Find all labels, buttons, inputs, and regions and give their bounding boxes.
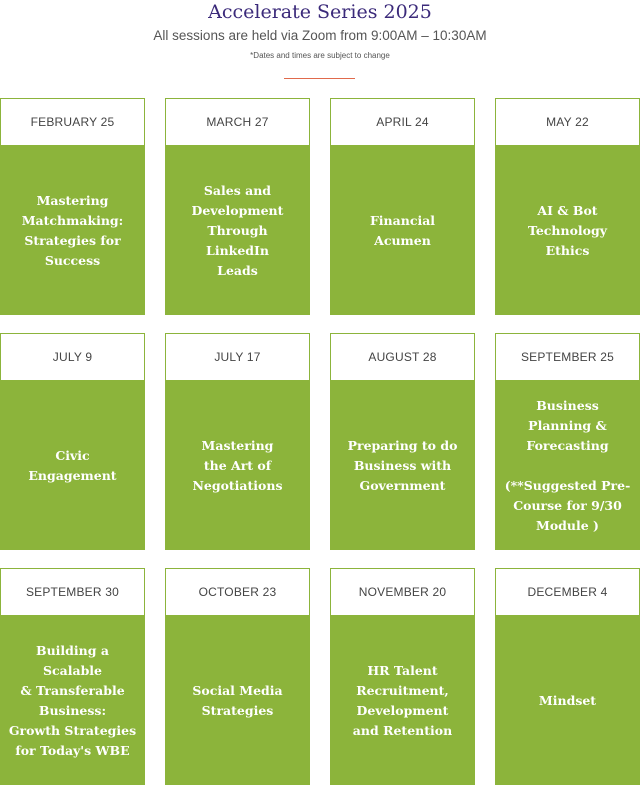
page-subtitle: All sessions are held via Zoom from 9:00AM – 10:30AM — [153, 28, 487, 43]
session-date: MAY 22 — [495, 98, 640, 146]
session-topic-box — [495, 616, 640, 785]
session-card-jul-9[interactable] — [0, 333, 145, 550]
session-card-oct-23[interactable] — [165, 568, 310, 785]
session-card-sep-25[interactable] — [495, 333, 640, 550]
session-card-sep-30[interactable] — [0, 568, 145, 785]
session-topic-box — [0, 381, 145, 550]
session-date: JULY 17 — [165, 333, 310, 381]
page-title: Accelerate Series 2025 — [208, 1, 432, 23]
session-topic-box — [165, 616, 310, 785]
session-topic-box — [165, 146, 310, 315]
session-topic-box — [495, 381, 640, 550]
session-topic: Building a Scalable & Transferable Business: Growth Strategies for Today's WBE — [8, 642, 137, 758]
session-topic: AI & Bot Technology Ethics — [527, 202, 608, 258]
session-date: DECEMBER 4 — [495, 568, 640, 616]
session-topic-box — [165, 381, 310, 550]
session-topic-box — [0, 616, 145, 785]
session-topic: Financial Acumen — [369, 212, 436, 248]
session-topic: Social Media Strategies — [192, 682, 283, 718]
session-topic-box — [330, 381, 475, 550]
session-card-feb-25[interactable] — [0, 98, 145, 315]
session-card-may-22[interactable] — [495, 98, 640, 315]
session-date: FEBRUARY 25 — [0, 98, 145, 146]
session-card-aug-28[interactable] — [330, 333, 475, 550]
session-topic: HR Talent Recruitment, Development and Retention — [352, 662, 453, 738]
session-card-jul-17[interactable] — [165, 333, 310, 550]
session-topic-box — [495, 146, 640, 315]
session-date: MARCH 27 — [165, 98, 310, 146]
session-date: SEPTEMBER 30 — [0, 568, 145, 616]
session-date: JULY 9 — [0, 333, 145, 381]
session-topic: Civic Engagement — [28, 447, 117, 483]
header-divider — [284, 78, 355, 79]
session-date: APRIL 24 — [330, 98, 475, 146]
session-topic: Sales and Development Through LinkedIn Leads — [191, 182, 284, 278]
disclaimer-note: *Dates and times are subject to change — [250, 51, 390, 60]
session-date: AUGUST 28 — [330, 333, 475, 381]
session-topic-box — [0, 146, 145, 315]
session-date: NOVEMBER 20 — [330, 568, 475, 616]
session-card-apr-24[interactable] — [330, 98, 475, 315]
session-topic: Mastering the Art of Negotiations — [192, 437, 283, 493]
session-topic: Mindset — [538, 692, 597, 708]
session-card-dec-4[interactable] — [495, 568, 640, 785]
session-date: SEPTEMBER 25 — [495, 333, 640, 381]
session-card-nov-20[interactable] — [330, 568, 475, 785]
session-topic-box — [330, 146, 475, 315]
session-topic: Mastering Matchmaking: Strategies for Success — [21, 192, 124, 268]
session-topic: Preparing to do Business with Government — [347, 437, 458, 493]
session-card-mar-27[interactable] — [165, 98, 310, 315]
session-date: OCTOBER 23 — [165, 568, 310, 616]
session-topic-box — [330, 616, 475, 785]
session-topic: Business Planning & Forecasting (**Suggested Pre- Course for 9/30 Module ) — [504, 397, 631, 533]
